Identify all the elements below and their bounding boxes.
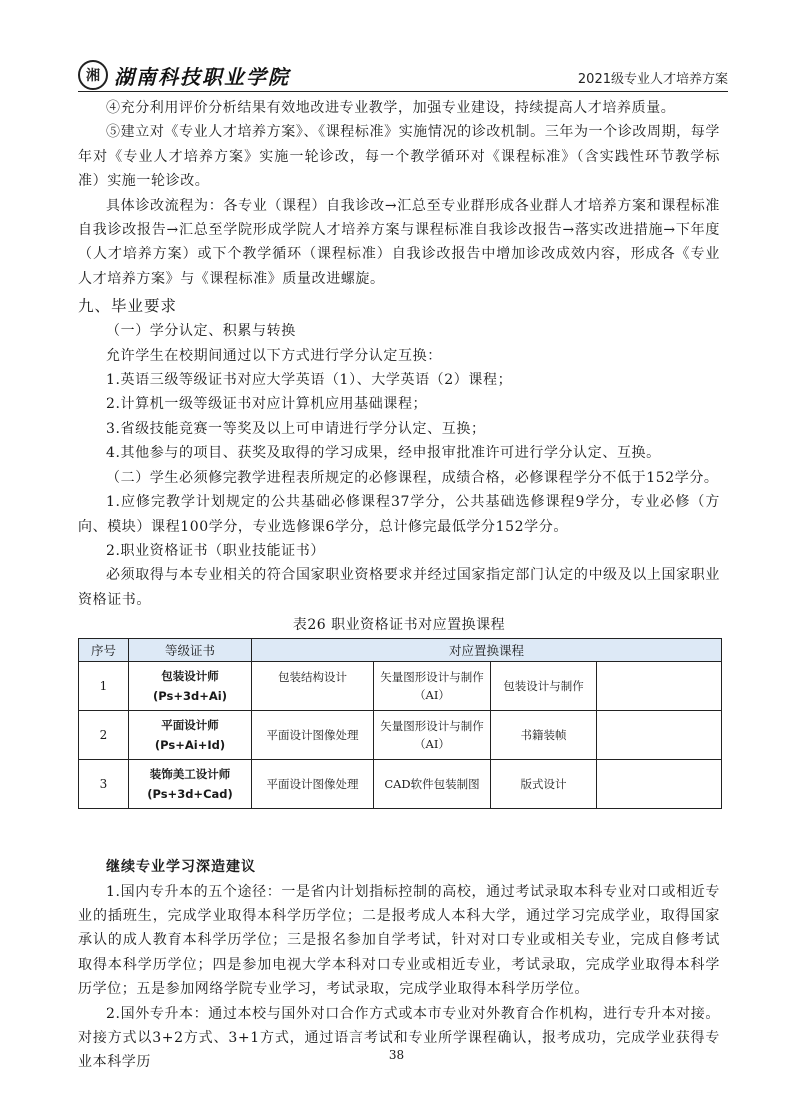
cert-name: 装饰美工设计师 [149,767,231,782]
cell-course: 平面设计图像处理 [252,711,374,760]
certificate-table [78,638,722,809]
section-title-graduation: 九、毕业要求 [78,297,178,316]
paragraph-credit-intro: 允许学生在校期间通过以下方式进行学分认定互换： [106,347,442,364]
paragraph-domestic-upgrade: 1.国内专升本的五个途径：一是省内计划指标控制的高校，通过考试录取本科专业对口或相近专业的插班生，完成学业取得本科学历学位；二是报考成人本科大学，通过学习完成学业，取得国家承认的成人教育本科学历学位；三是报名参加自学考试，针对对口专业或相关专业，完成自修考试取得本科学历学位；四是参加电视大学本科对口专业或相近专业，考试录取，完成学业取得本科学历学位；五是参加网络学院专业学习，考试录取，完成学业取得本科学历学位。 [78,883,720,998]
table-row [79,662,722,711]
list-item: 4.其他参与的项目、获奖及取得的学习成果，经申报审批准许可进行学分认定、互换。 [106,445,661,462]
cert-software: (Ps+Ai+Id) [154,738,226,753]
page-number: 38 [388,1048,405,1062]
cell-course: 书籍装帧 [491,711,597,760]
table-row [79,711,722,760]
table-caption: 表26 职业资格证书对应置换课程 [292,617,506,634]
cert-name: 包装设计师 [161,669,219,684]
school-name: 湖南科技职业学院 [114,64,290,89]
cell-course: 包装设计与制作 [491,662,597,711]
cell-num: 3 [79,760,129,809]
cell-course [597,760,722,809]
cert-name: 平面设计师 [161,718,219,733]
cell-cert [129,711,252,760]
table-header-row [79,639,722,662]
cell-num: 1 [79,662,129,711]
paragraph-improve: ④充分利用评价分析结果有效地改进专业教学，加强专业建设，持续提高人才培养质量。 [106,100,676,116]
table-row [79,760,722,809]
header-courses: 对应置换课程 [252,639,722,662]
header-cert: 等级证书 [129,639,252,662]
paragraph-overseas-upgrade: 2.国外专升本：通过本校与国外对口合作方式或本市专业对外教育合作机构，进行专升本对接。对接方式以3+2方式、3+1方式，通过语言考试和专业所学课程确认，报考成功，完成学业获得专业本科学历 [78,1005,720,1071]
school-seal-icon: 湘 [78,60,108,90]
paragraph-credit-total: 1.应修完教学计划规定的公共基础必修课程37学分，公共基础选修课程9学分，专业必修（方向、模块）课程100学分，专业选修课6学分，总计修完最低学分152学分。 [78,494,720,535]
cell-cert [129,662,252,711]
cell-course [597,662,722,711]
cell-course: 矢量图形设计与制作（AI） [374,711,491,760]
cell-course: CAD软件包装制图 [374,760,491,809]
school-logo [78,60,290,90]
paragraph-certificate-requirement: 必须取得与本专业相关的符合国家职业资格要求并经过国家指定部门认定的中级及以上国家职业资格证书。 [78,567,720,608]
cell-num: 2 [79,711,129,760]
cell-course [597,711,722,760]
header-rule [78,91,728,92]
cell-cert [129,760,252,809]
spacer [78,809,720,855]
section-title-further-study: 继续专业学习深造建议 [106,859,256,876]
list-item: 1.英语三级等级证书对应大学英语（1）、大学英语（2）课程； [106,372,513,389]
list-item: 2.计算机一级等级证书对应计算机应用基础课程； [106,396,428,413]
cell-course: 平面设计图像处理 [252,760,374,809]
page-header [78,60,728,92]
subsection-required-courses: （二）学生必须修完教学进程表所规定的必修课程，成绩合格，必修课程学分不低于152学分。 [106,469,719,486]
page-content [78,96,720,1075]
cert-software: (Ps+3d+Ai) [153,689,227,704]
paragraph-diagnosis-flow: 具体诊改流程为：各专业（课程）自我诊改→汇总至专业群形成各业群人才培养方案和课程标准自我诊改报告→汇总至学院形成学院人才培养方案与课程标准自我诊改报告→落实改进措施→下年度（人才培养方案）或下个教学循环（课程标准）自我诊改报告中增加诊改成效内容，形成各《专业人才培养方案》与《课程标准》质量改进螺旋。 [78,197,720,287]
cert-software: (Ps+3d+Cad) [147,787,233,802]
paragraph-certificate-heading: 2.职业资格证书（职业技能证书） [106,542,325,559]
subsection-credit: （一）学分认定、积累与转换 [106,323,296,340]
cell-course: 矢量图形设计与制作（AI） [374,662,491,711]
paragraph-diagnosis-mechanism: ⑤建立对《专业人才培养方案》、《课程标准》实施情况的诊改机制。三年为一个诊改周期，每学年对《专业人才培养方案》实施一轮诊改，每一个教学循环对《课程标准》（含实践性环节教学标准）实施一轮诊改。 [78,124,720,190]
cell-course: 版式设计 [491,760,597,809]
cell-course: 包装结构设计 [252,662,374,711]
header-num: 序号 [79,639,129,662]
list-item: 3.省级技能竞赛一等奖及以上可申请进行学分认定、互换； [106,420,486,437]
document-title: 2021级专业人才培养方案 [577,72,728,87]
